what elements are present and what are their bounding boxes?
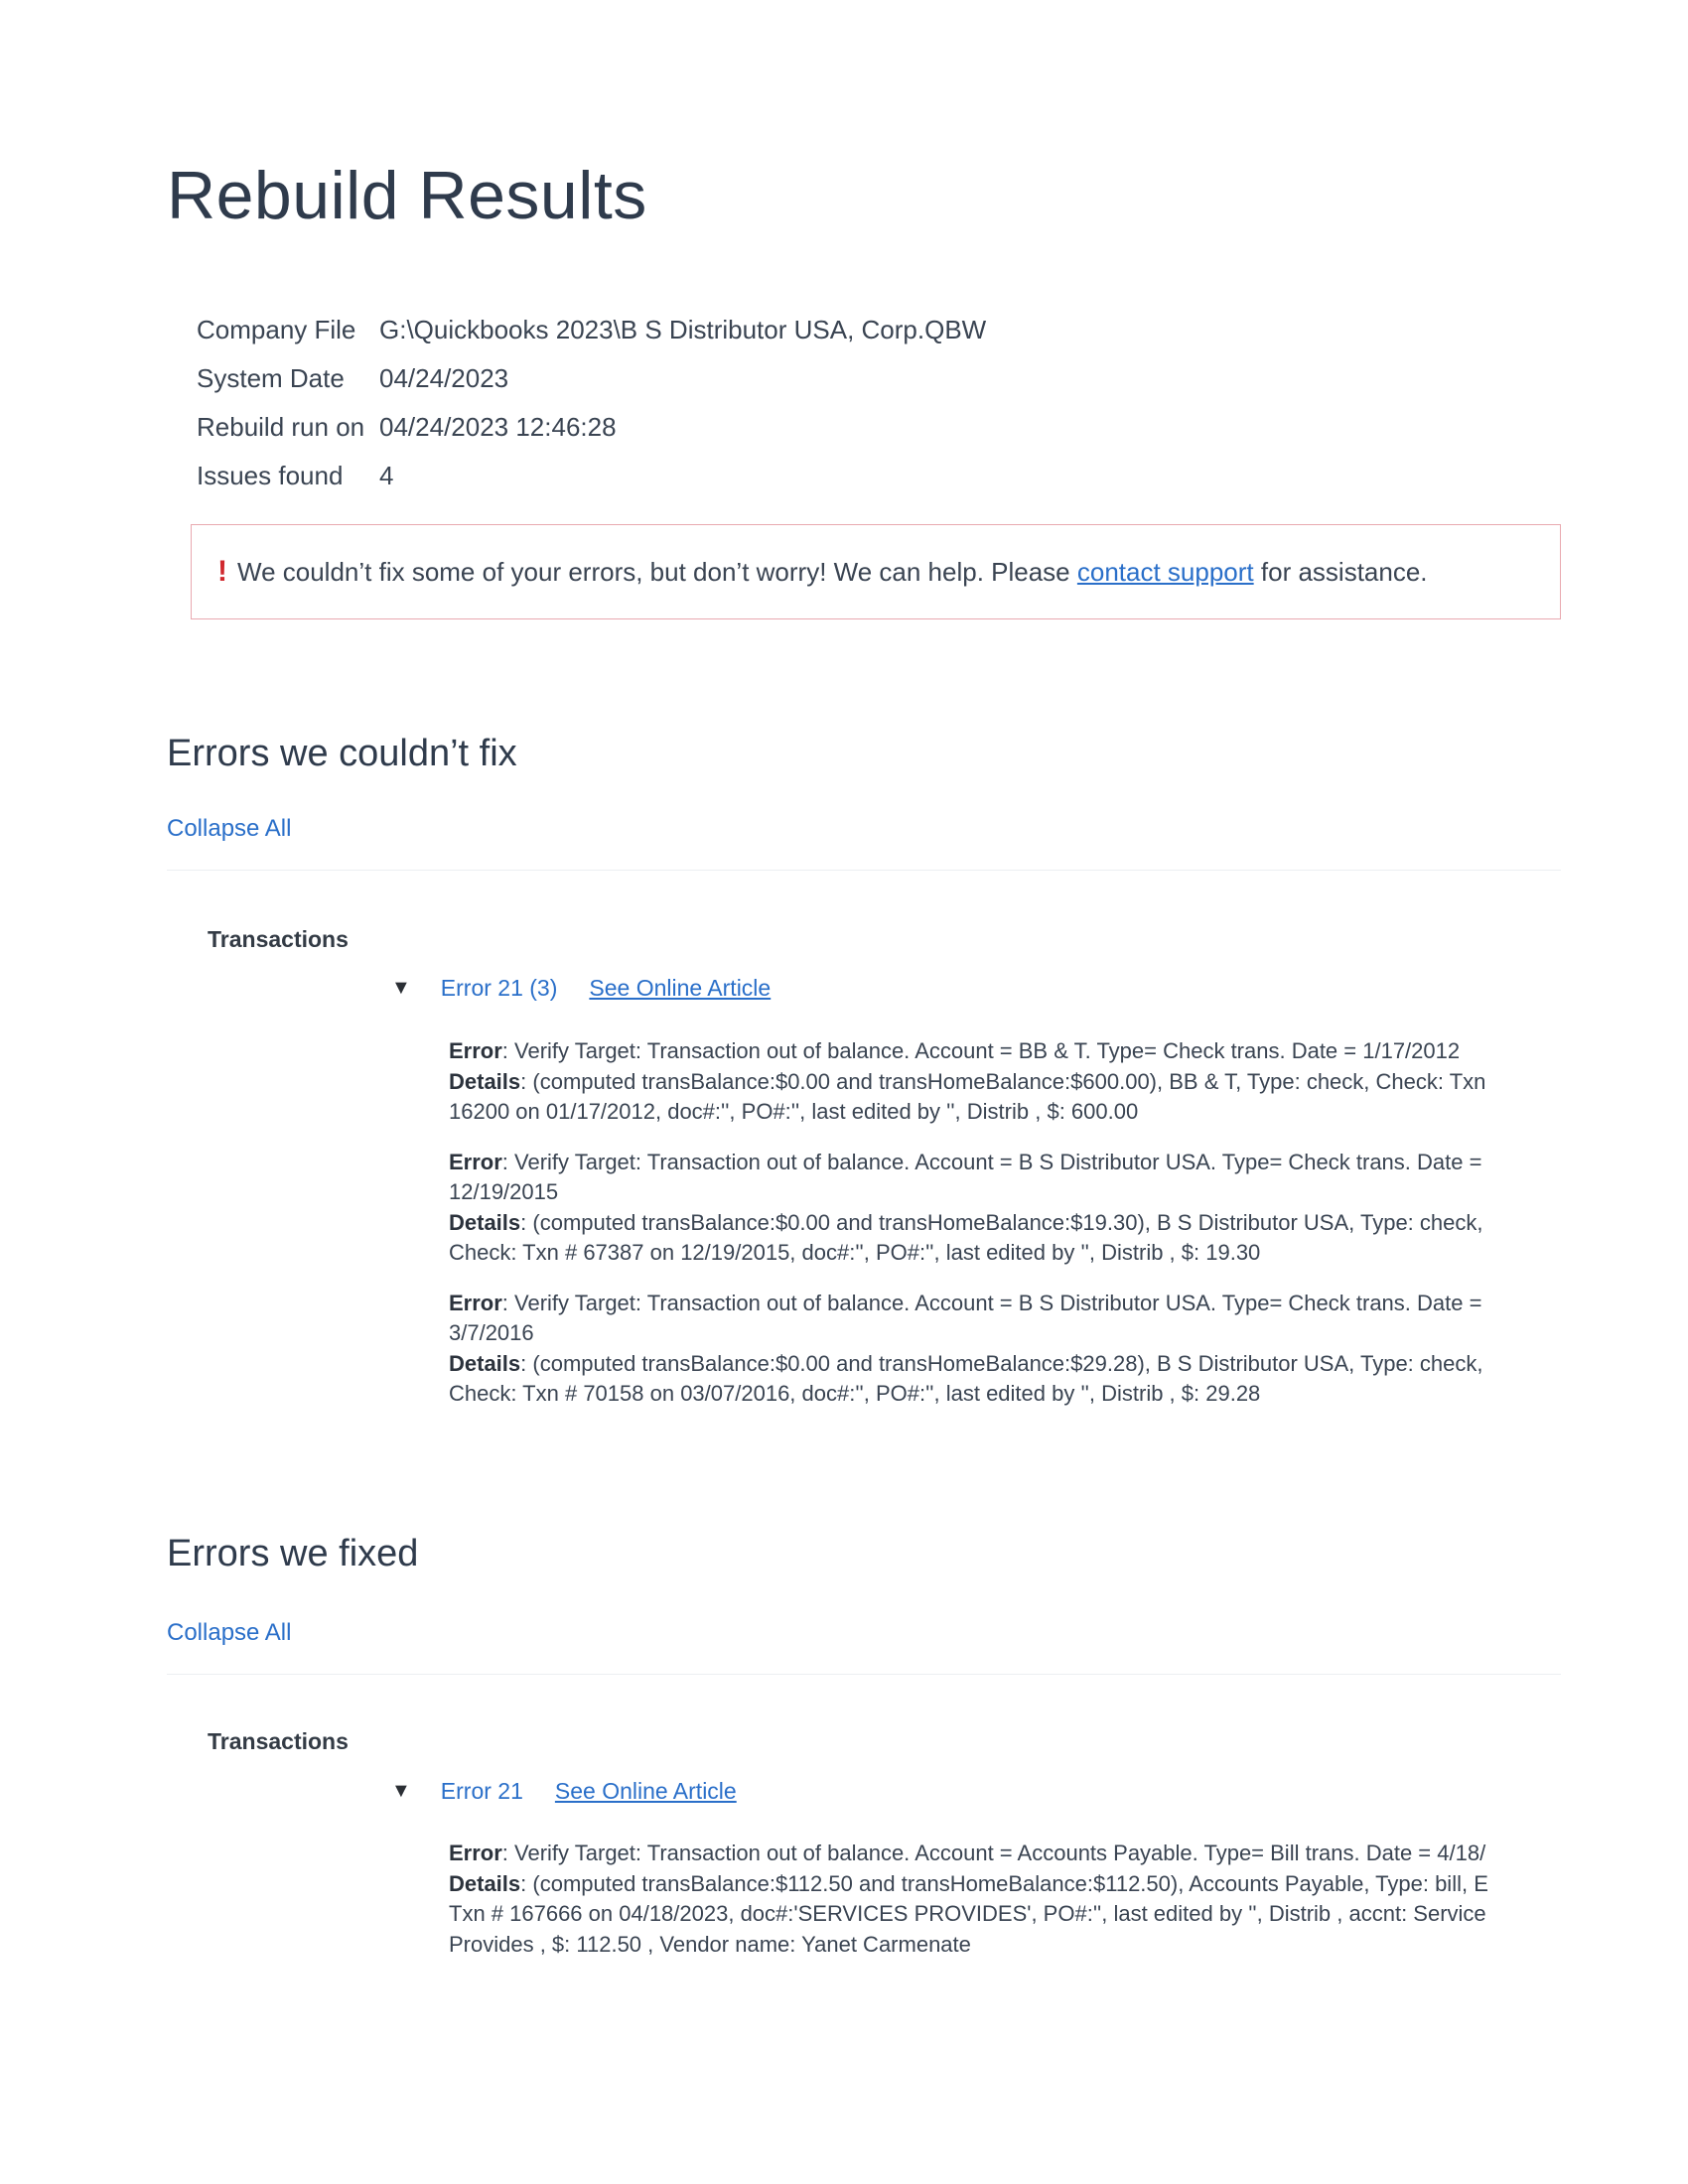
contact-support-link[interactable]: contact support <box>1076 556 1254 587</box>
error-entry <box>449 1839 1567 1960</box>
error-key: Error <box>449 1149 502 1174</box>
file-info <box>197 306 986 500</box>
meta-row-rebuild-run <box>197 403 986 452</box>
error-text: : Verify Target: Transaction out of balance. Account = B S Distributor USA. Type= Check trans. Date = <box>501 1149 1482 1174</box>
section-title-unfixed: Errors we couldn’t fix <box>167 733 517 774</box>
error-code[interactable]: Error 21 (3) <box>440 975 558 1001</box>
error-key: Error <box>449 1290 502 1315</box>
details-text-cont: Check: Txn # 70158 on 03/07/2016, doc#:'', PO#:'', last edited by '', Distrib , $: 29.28 <box>449 1381 1261 1406</box>
group-label-transactions: Transactions <box>208 1728 349 1754</box>
error-text: : Verify Target: Transaction out of balance. Account = Accounts Payable. Type= Bill trans. Date = 4/18/ <box>501 1841 1486 1865</box>
alert-text-after: for assistance. <box>1260 556 1428 587</box>
details-text: : (computed transBalance:$112.50 and transHomeBalance:$112.50), Accounts Payable, Type: bill, E <box>520 1870 1488 1896</box>
details-text-cont: Check: Txn # 67387 on 12/19/2015, doc#:'', PO#:'', last edited by '', Distrib , $: 19.30 <box>449 1240 1261 1265</box>
error-key: Error <box>449 1841 502 1865</box>
details-text-cont: Txn # 167666 on 04/18/2023, doc#:'SERVICES PROVIDES', PO#:'', last edited by '', Distrib , accnt: Service <box>449 1901 1486 1926</box>
collapse-all-button[interactable]: Collapse All <box>167 815 292 842</box>
details-key: Details <box>449 1068 521 1094</box>
details-text-cont: Provides , $: 112.50 , Vendor name: Yanet Carmenate <box>449 1931 971 1957</box>
collapse-all-button[interactable]: Collapse All <box>167 1619 292 1646</box>
error-text: : Verify Target: Transaction out of balance. Account = BB & T. Type= Check trans. Date = 1/17/2012 <box>501 1038 1461 1063</box>
group-label-transactions: Transactions <box>208 926 349 952</box>
meta-label: System Date <box>197 363 345 393</box>
triangle-down-icon[interactable]: ▼ <box>391 977 411 999</box>
error-group-header <box>391 975 771 1002</box>
error-text-cont: 12/19/2015 <box>449 1179 559 1204</box>
error-text-cont: 3/7/2016 <box>449 1320 534 1345</box>
exclamation-icon: ! <box>217 555 227 588</box>
details-key: Details <box>449 1350 521 1376</box>
see-online-article-link[interactable]: See Online Article <box>589 975 772 1001</box>
triangle-down-icon[interactable]: ▼ <box>391 1780 411 1802</box>
error-entry <box>449 1148 1567 1269</box>
meta-row-system-date <box>197 354 986 403</box>
details-key: Details <box>449 1870 521 1896</box>
details-key: Details <box>449 1209 521 1235</box>
meta-value: G:\Quickbooks 2023\B S Distributor USA, Corp.QBW <box>379 315 987 344</box>
error-alert <box>191 524 1561 619</box>
error-text: : Verify Target: Transaction out of balance. Account = B S Distributor USA. Type= Check trans. Date = <box>501 1290 1482 1315</box>
meta-label: Issues found <box>197 461 344 490</box>
meta-value: 04/24/2023 12:46:28 <box>379 412 617 442</box>
section-divider <box>167 870 1561 871</box>
details-text: : (computed transBalance:$0.00 and transHomeBalance:$19.30), B S Distributor USA, Type: check, <box>520 1209 1483 1235</box>
fixed-error-entries <box>449 1839 1567 1979</box>
meta-value: 4 <box>379 461 394 490</box>
details-text-cont: 16200 on 01/17/2012, doc#:'', PO#:'', last edited by '', Distrib , $: 600.00 <box>449 1099 1139 1124</box>
error-key: Error <box>449 1038 502 1063</box>
meta-row-company-file <box>197 306 986 354</box>
section-divider <box>167 1674 1561 1675</box>
meta-value: 04/24/2023 <box>379 363 509 393</box>
see-online-article-link[interactable]: See Online Article <box>554 1778 737 1804</box>
meta-label: Company File <box>197 315 356 344</box>
meta-label: Rebuild run on <box>197 412 365 442</box>
error-code[interactable]: Error 21 <box>440 1778 523 1804</box>
alert-text: We couldn’t fix some of your errors, but don’t worry! We can help. Please <box>237 556 1070 587</box>
details-text: : (computed transBalance:$0.00 and transHomeBalance:$29.28), B S Distributor USA, Type: check, <box>520 1350 1483 1376</box>
error-entry <box>449 1036 1567 1128</box>
details-text: : (computed transBalance:$0.00 and transHomeBalance:$600.00), BB & T, Type: check, Check: Txn <box>520 1068 1486 1094</box>
page-title: Rebuild Results <box>167 158 647 233</box>
meta-row-issues-found <box>197 452 986 500</box>
error-group-header <box>391 1778 737 1805</box>
error-entries <box>449 1036 1567 1430</box>
section-title-fixed: Errors we fixed <box>167 1533 419 1574</box>
error-entry <box>449 1289 1567 1410</box>
